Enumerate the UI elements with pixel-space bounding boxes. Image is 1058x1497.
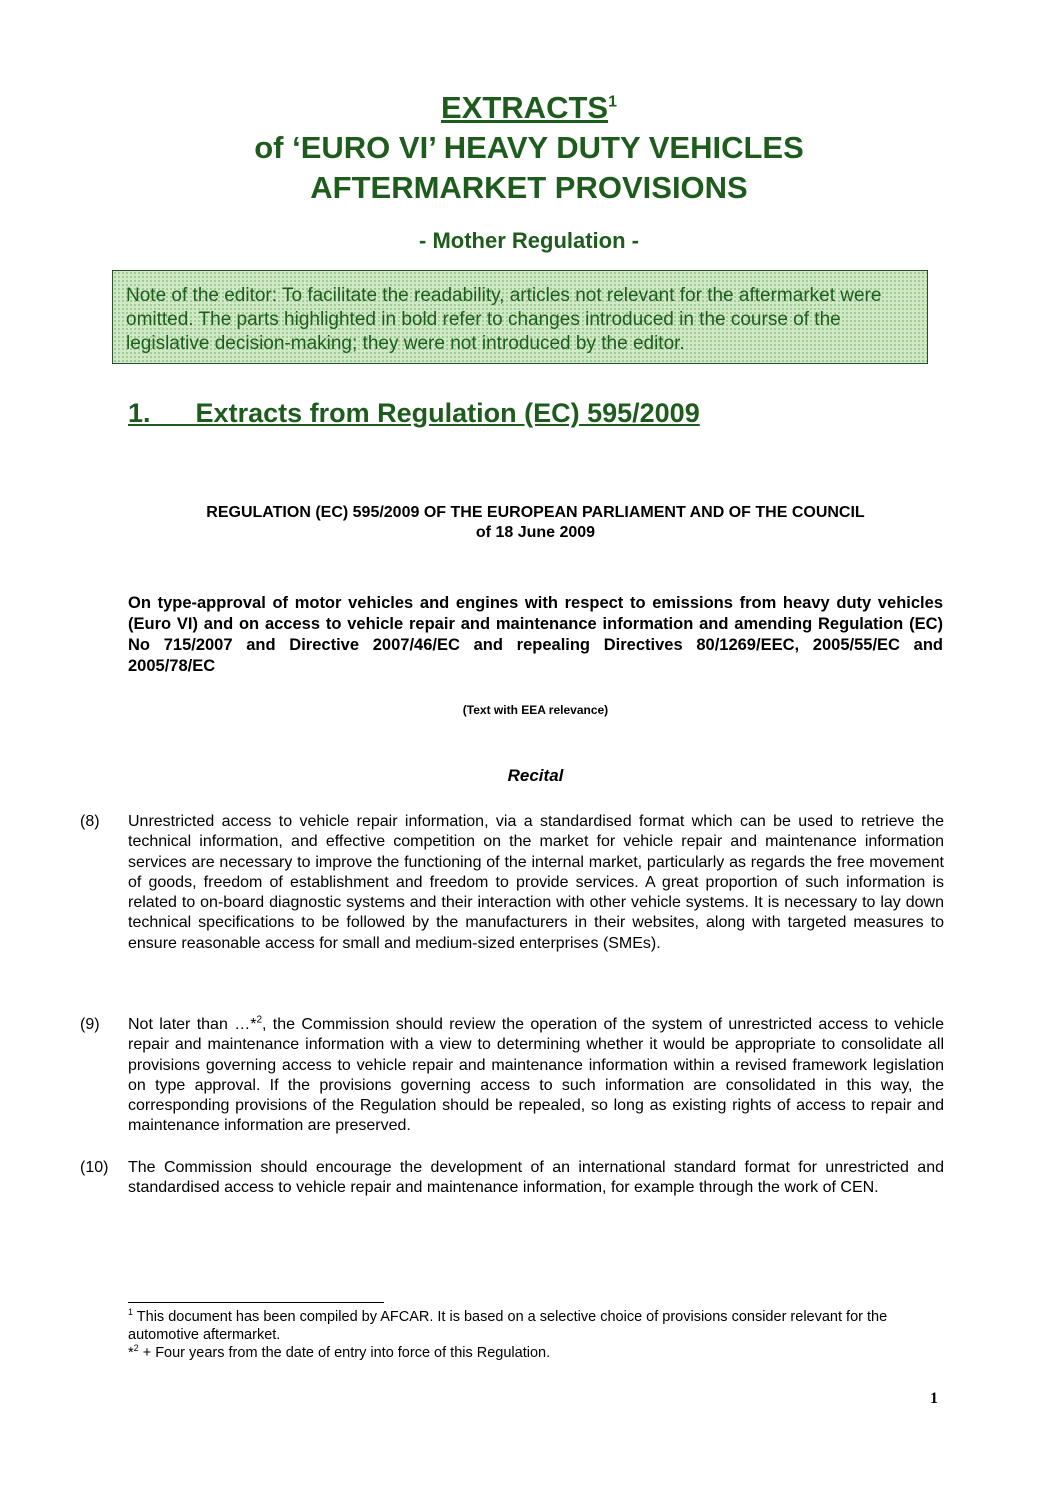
page-number: 1 [930,1390,938,1407]
footnote-reference[interactable]: 2 [256,1014,262,1026]
footnote-separator [128,1302,384,1303]
editor-note-box [112,270,928,364]
paragraph-number: (10) [80,1159,109,1176]
paragraph-number: (9) [80,1016,100,1033]
regulation-title-line-2: of 18 June 2009 [475,524,596,541]
paragraph-number: (8) [80,813,100,830]
recital-heading: Recital [507,766,564,785]
title-footnote-mark[interactable]: 1 [608,93,617,111]
title-line-2: of ‘EURO VI’ HEAVY DUTY VEHICLES [254,130,804,165]
title-line-1 [0,88,1058,128]
document-title [0,88,1058,208]
footnote-text: This document has been compiled by AFCAR. It is based on a selective choice of provisions consider relevant for the automotive aftermarket. [128,1309,888,1343]
footnote-text: + Four years from the date of entry into force of this Regulation. [138,1345,551,1361]
paragraph-text: The Commission should encourage the development of an international standard format for unrestricted and standardised access to vehicle repair and maintenance information, for example through the work of CEN. [128,1159,944,1197]
regulation-subject: On type-approval of motor vehicles and engines with respect to emissions from heavy duty vehicles (Euro VI) and on access to vehicle repair and maintenance information and amending Regulation (EC) No 715/2007 and Directive 2007/46/EC and repealing Directives 80/1269/EEC, 2005/55/EC and 2005/78/EC [128,594,943,675]
section-number: 1. [128,398,151,428]
paragraph-text-rest: , the Commission should review the operation of the system of unrestricted access to vehicle repair and maintenance information with a view to determining whether it would be appropriate to consolidate all provisions governing access to vehicle repair and maintenance information within a revised framework legislation on type approval. If the provisions governing access to such information are consolidated in this way, the corresponding provisions of the Regulation should be repealed, so long as existing rights of access to repair and maintenance information are preserved. [128,1016,945,1135]
regulation-title-line-1: REGULATION (EC) 595/2009 OF THE EUROPEAN PARLIAMENT AND OF THE COUNCIL [206,504,865,521]
footnote-2 [128,1344,946,1362]
title-line-3: AFTERMARKET PROVISIONS [310,170,748,205]
footnote-mark-prefix: * [128,1345,134,1361]
editor-note-text: Note of the editor: To facilitate the readability, articles not relevant for the aftermarket were omitted. The parts highlighted in bold refer to changes introduced in the course of the legislative decision-making; they were not introduced by the editor. [126,285,882,354]
recital-paragraph [80,1158,944,1199]
eea-relevance-note: (Text with EEA relevance) [462,703,609,717]
subtitle: - Mother Regulation - [419,228,639,253]
title-extracts: EXTRACTS [441,90,609,125]
footnotes [128,1308,946,1362]
section-title: Extracts from Regulation (EC) 595/2009 [195,398,700,428]
section-heading [128,398,700,429]
footnote-mark: 2 [133,1343,139,1354]
recital-paragraph [80,1015,944,1137]
paragraph-text-start: Not later than …* [128,1016,257,1033]
footnote-1 [128,1308,946,1344]
paragraph-text: Unrestricted access to vehicle repair information, via a standardised format which can be used to retrieve the technical information, and effective competition on the market for vehicle repair and maintenance information services are necessary to improve the functioning of the internal market, particularly as regards the free movement of goods, freedom of establishment and freedom to provide services. A great proportion of such information is related to on-board diagnostic systems and their interaction with other vehicle systems. It is necessary to lay down technical specifications to be followed by the manufacturers in their websites, along with targeted measures to ensure reasonable access for small and medium-sized enterprises (SMEs). [128,813,944,952]
regulation-title [128,503,943,543]
footnote-mark: 1 [128,1307,134,1318]
paragraph-text [128,1015,944,1137]
recital-paragraph [80,812,944,954]
